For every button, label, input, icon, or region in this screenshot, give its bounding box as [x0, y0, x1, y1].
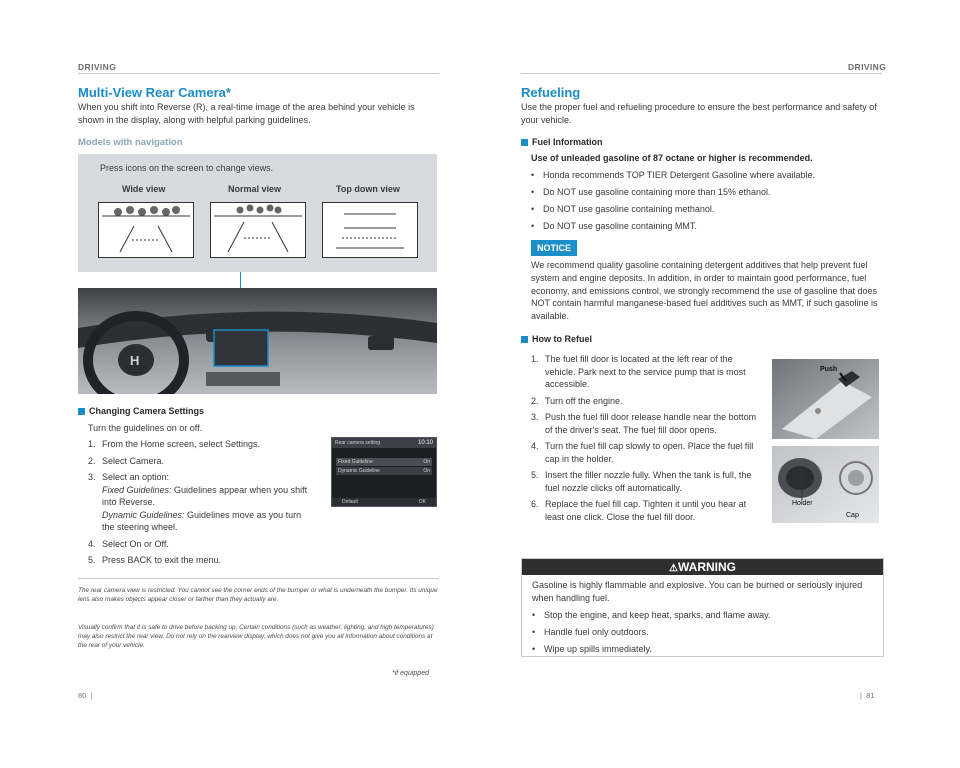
- normal-view-label: Normal view: [228, 184, 282, 194]
- changing-settings-heading-text: Changing Camera Settings: [89, 406, 205, 416]
- step-text: Insert the filler nozzle fully. When the tank is full, the fuel nozzle clicks off automatically.: [545, 470, 752, 493]
- notice-badge: NOTICE: [531, 240, 577, 256]
- wide-view-thumbnail[interactable]: [98, 202, 194, 258]
- fuel-release-photo: [772, 359, 879, 439]
- right-page-title: Refueling: [521, 85, 581, 100]
- step-text: Turn the fuel fill cap slowly to open. Place the fuel fill cap in the holder.: [545, 441, 754, 464]
- list-item: [531, 395, 759, 408]
- row-label: Fixed Guideline: [338, 459, 373, 465]
- how-to-refuel-heading: [521, 334, 592, 344]
- holder-label: Holder: [792, 500, 813, 507]
- list-item: [531, 469, 759, 494]
- notice-text: We recommend quality gasoline containing detergent additives that help prevent fuel system and engine deposits. In addition, in order to maintain good performance, fuel economy, and emissions control, we strongly recommend the use of gasoline that does NOT contain harmful manganese-based fuel additives such as MMT, if such gasoline is available.: [531, 260, 878, 322]
- list-item: • Do NOT use gasoline containing methanol.: [531, 204, 715, 214]
- step-number: 1.: [531, 354, 539, 364]
- bullet-text: Do NOT use gasoline containing MMT.: [543, 221, 697, 231]
- list-item: [88, 538, 312, 551]
- right-page-number: | 81: [860, 691, 875, 700]
- list-item: • Honda recommends TOP TIER Detergent Gasoline where available.: [531, 170, 815, 180]
- step-number: 4.: [88, 538, 96, 549]
- step-text: Push the fuel fill door release handle near the bottom of the driver's seat. The fuel fill door opens.: [545, 412, 757, 435]
- warning-label: WARNING: [677, 560, 736, 574]
- fuel-bullets: [531, 169, 876, 237]
- list-item: • Wipe up spills immediately.: [532, 644, 652, 654]
- list-item: [88, 471, 312, 534]
- screen-clock: 10:10: [417, 440, 433, 446]
- list-item: [531, 440, 759, 465]
- row-value: On: [423, 468, 430, 474]
- step-number: 4.: [531, 441, 539, 451]
- refuel-steps-list: [531, 353, 759, 527]
- rear-camera-setting-screen: [331, 437, 437, 507]
- step-3-text: Select an option:: [102, 472, 170, 482]
- bullet-text: Do NOT use gasoline containing more than 15% ethanol.: [543, 187, 771, 197]
- option-fixed-label: Fixed Guidelines:: [102, 484, 172, 495]
- list-item: • Stop the engine, and keep heat, sparks, and flame away.: [532, 610, 771, 620]
- cap-label: Cap: [846, 512, 859, 519]
- list-item: [531, 411, 759, 436]
- warning-triangle-icon: ⚠: [669, 563, 678, 574]
- warning-text: Gasoline is highly flammable and explosive. You can be burned or seriously injured when handling fuel.: [532, 580, 863, 603]
- page-number-text: 80: [78, 691, 87, 700]
- page-number-text: 81: [866, 691, 875, 700]
- ok-button[interactable]: OK: [418, 499, 426, 505]
- right-intro: Use the proper fuel and refueling procedure to ensure the best performance and safety of your vehicle.: [521, 102, 877, 125]
- svg-text:H: H: [130, 353, 140, 368]
- option-fixed-text: Guidelines appear when you shift into Reverse.: [102, 484, 308, 507]
- top-down-view-thumbnail[interactable]: [322, 202, 418, 258]
- top-down-view-label: Top down view: [336, 184, 400, 194]
- row-label: Dynamic Guideline: [338, 468, 380, 474]
- screen-titlebar: [332, 438, 436, 448]
- bullet-text: Do NOT use gasoline containing methanol.: [543, 204, 715, 214]
- bullet-text: Stop the engine, and keep heat, sparks, and flame away.: [544, 610, 771, 620]
- left-page-number: 80 |: [78, 691, 93, 700]
- step-text: Press BACK to exit the menu.: [102, 555, 222, 565]
- fuel-cap-photo: [772, 446, 879, 523]
- bullet-text: Handle fuel only outdoors.: [544, 627, 649, 637]
- step-text: Select On or Off.: [102, 538, 169, 549]
- left-intro: When you shift into Reverse (R), a real-time image of the area behind your vehicle is shown in the display, along with helpful parking guidelines.: [78, 102, 415, 125]
- left-page-title: Multi-View Rear Camera*: [78, 85, 231, 100]
- dynamic-guideline-row[interactable]: [336, 467, 432, 475]
- option-dynamic-text: Guidelines move as you turn the steering wheel.: [102, 509, 302, 532]
- step-number: 3.: [531, 412, 539, 422]
- list-item: • Do NOT use gasoline containing more than 15% ethanol.: [531, 187, 771, 197]
- list-item: [88, 455, 312, 468]
- list-item: [88, 554, 312, 567]
- list-item: • Handle fuel only outdoors.: [532, 627, 649, 637]
- note-restricted-view: The rear camera view is restricted. You cannot see the corner ends of the bumper or what is underneath the bumper. Its unique lens also makes objects appear closer or farther than they actually are.: [78, 587, 438, 603]
- heading-marker: [521, 139, 528, 146]
- list-item: • Do NOT use gasoline containing MMT.: [531, 221, 697, 231]
- step-text: From the Home screen, select Settings.: [102, 439, 261, 449]
- screen-title: Rear camera setting: [335, 440, 381, 446]
- heading-marker: [78, 408, 85, 415]
- left-header-rule: [78, 73, 439, 74]
- changing-intro: Turn the guidelines on or off.: [88, 423, 203, 433]
- step-text: Replace the fuel fill cap. Tighten it until you hear at least one click. Close the fuel fill door.: [545, 499, 747, 522]
- camera-steps-list: [88, 438, 312, 571]
- option-dynamic-label: Dynamic Guidelines:: [102, 509, 185, 520]
- step-number: 3.: [88, 472, 96, 482]
- how-to-refuel-heading-text: How to Refuel: [532, 334, 592, 344]
- default-button[interactable]: Default: [342, 499, 358, 505]
- list-item: [531, 353, 759, 391]
- step-number: 5.: [531, 470, 539, 480]
- fixed-guideline-row[interactable]: [336, 458, 432, 466]
- models-label: Models with navigation: [78, 137, 183, 148]
- notes-rule: [78, 578, 439, 579]
- dashboard-photo: [78, 288, 437, 394]
- bullet-text: Wipe up spills immediately.: [544, 644, 652, 654]
- step-number: 1.: [88, 439, 96, 449]
- step-number: 6.: [531, 499, 539, 509]
- fuel-octane-note: Use of unleaded gasoline of 87 octane or higher is recommended.: [531, 153, 813, 163]
- right-header-rule: [521, 73, 882, 74]
- changing-settings-heading: [78, 406, 204, 416]
- warning-bullets: [522, 605, 883, 655]
- heading-marker: [521, 336, 528, 343]
- row-value: On: [423, 459, 430, 465]
- normal-view-thumbnail[interactable]: [210, 202, 306, 258]
- left-section-label: DRIVING: [78, 62, 117, 72]
- list-item: [88, 438, 312, 451]
- step-number: 2.: [88, 455, 96, 466]
- warning-box: [521, 558, 884, 657]
- note-confirm-safe: Visually confirm that it is safe to drive before backing up. Certain conditions (such as weather, lighting, and high temperatures) may also restrict the rear view. Do not rely on the rearview display, which does not give you all information about conditions at the rear of your vehicle.: [78, 624, 434, 649]
- wide-view-label: Wide view: [122, 184, 166, 194]
- step-number: 5.: [88, 555, 96, 565]
- step-text: Turn off the engine.: [545, 395, 623, 406]
- list-item: [531, 498, 759, 523]
- step-number: 2.: [531, 395, 539, 406]
- step-text: The fuel fill door is located at the left rear of the vehicle. Park next to the service pump that is most accessible.: [545, 354, 746, 389]
- push-label: Push: [820, 366, 838, 373]
- fuel-info-heading: [521, 137, 603, 147]
- step-text: [102, 471, 312, 534]
- right-section-label: DRIVING: [848, 62, 887, 72]
- camera-views-panel: [78, 154, 437, 272]
- if-equipped-footnote: *if equipped: [392, 670, 429, 677]
- step-text: Select Camera.: [102, 455, 165, 466]
- panel-caption: Press icons on the screen to change views.: [100, 163, 274, 173]
- warning-header: [522, 559, 883, 575]
- fuel-info-heading-text: Fuel Information: [532, 137, 603, 147]
- bullet-text: Honda recommends TOP TIER Detergent Gasoline where available.: [543, 170, 815, 180]
